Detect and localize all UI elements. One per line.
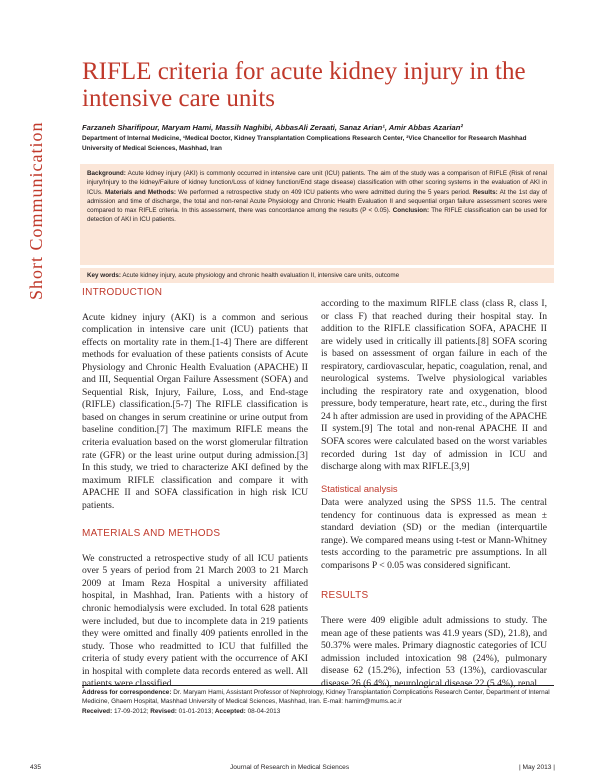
accepted-label: Accepted: — [214, 707, 246, 715]
results-paragraph: There were 409 eligible adult admissions to study. The mean age of these patients was 41.9 years (SD), 21.8), and 50.37% were males. Primary diagnostic categories of ICU admission included intoxication 98 (24%), pulmonary disease 62 (15.2%), infection 53 (13%), cardiovascular disease 26 (6.4%), neurological disease 22 (5.4%), renal — [321, 615, 547, 689]
author-list: Farzaneh Sharifipour, Maryam Hami, Massih Naghibi, AbbasAli Zeraati, Sanaz Arian¹, Amir Abbas Azarian² — [82, 123, 463, 132]
received-label: Received: — [82, 707, 113, 715]
abstract-conclusion-label: Conclusion: — [392, 207, 430, 215]
article-title: RIFLE criteria for acute kidney injury in the intensive care units — [82, 58, 526, 112]
introduction-paragraph: Acute kidney injury (AKI) is a common and serious complication in intensive care unit (ICU) patients that effects on mortality rate in them.[1-4] There are different methods for evaluation of these patients consists of Acute Physiology and Chronic Health Evaluation (APACHE) II and III, Sequential Organ Failure Assessment (SOFA) and Sequential Risk, Injury, Failure, Loss, and End-stage (RIFLE) classification.[5-7] The RIFLE classification is based on changes in serum creatinine or urine output from baseline condition.[7] The maximum RIFLE means the criteria evaluation based on the worst glomerular filtration rate (GFR) or the least urine output during admission.[3] In this study, we tried to characterize AKI defined by the maximum RIFLE classification and compare it with APACHE II and SOFA classification in high risk ICU patients. — [82, 311, 308, 511]
methods-paragraph: We constructed a retrospective study of all ICU patients over 5 years of period from 21 March 2003 to 21 March 2009 at Imam Reza Hospital a university affiliated hospital, in Mashhad, Iran. Patients with a history of chronic hemodialysis were excluded. In total 628 patients were included, but due to incomplete data in 219 patients they were omitted and finally 409 patients enrolled in the study. Those who readmitted to ICU that fulfilled the criteria of study every patient with the occurrence of AKI in hospital with complete data records entered as well. All patients were classified — [82, 552, 308, 690]
abstract-background: Acute kidney injury (AKI) is commonly occurred in intensive care unit (ICU) patients. The aim of the study was a comparison of RIFLE (Risk of renal injury/Injury to the kidney/Failure of kidney function/Loss of kidney function/End stage disease) classification with other scoring systems in the evaluation of AKI in ICUs. — [87, 170, 547, 196]
statistical-analysis-heading: Statistical analysis — [321, 482, 398, 494]
abstract-results: At the 1st day of admission and time of discharge, the total and non-renal Acute Physiology and Chronic Health Evaluation II and sequential organ failure assessment scores were compared to max RIFLE criteria. In this assessment, there was concordance among the results (P < 0.05). — [87, 188, 548, 215]
received-date: 17-09-2012; — [113, 707, 149, 715]
accepted-date: 08-04-2013 — [247, 707, 281, 715]
abstract-conclusion: The RIFLE classification can be used for detection of AKI in ICU patients. — [87, 207, 548, 224]
abstract — [80, 164, 554, 265]
statistical-analysis-paragraph: Data were analyzed using the SPSS 11.5. The central tendency for continuous data is expressed as mean ± standard deviation (SD) or the median (interquartile range). We compared means using t-test or Mann-Whitney tests according to the parametric pre assumptions. In all comparisons P < 0.05 was considered significant. — [321, 497, 547, 571]
methods-continued-paragraph: according to the maximum RIFLE class (class R, class I, or class F) that reached during their hospital stay. In addition to the RIFLE classification SOFA, APACHE II are widely used in critically ill patients.[8] SOFA scoring is based on assessment of organ failure in each of the respiratory, cardiovascular, hepatic, coagulation, renal, and neurological systems. Twelve physiological variables including the respiratory rate and oxygenation, blood pressure, body temperature, heart rate, etc., during the first 24 h after admission are used in providing of the APACHE II system.[9] The total and non-renal APACHE II and SOFA scores were calculated based on the worst variables recorded during 1st day of admission in ICU and discharge along with max RIFLE.[3,9] — [321, 298, 547, 473]
keywords — [80, 268, 554, 283]
right-column — [321, 298, 547, 690]
abstract-methods-label: Materials and Methods: — [104, 188, 176, 196]
page-number: 435 — [30, 764, 42, 771]
methods-heading: MATERIALS AND METHODS — [82, 528, 221, 540]
correspondence-label: Address for correspondence: — [82, 689, 172, 696]
correspondence-footnote — [82, 685, 554, 716]
abstract-methods: We performed a retrospective study on 409 ICU patients who were admitted during the 5 years period. — [178, 188, 471, 196]
introduction-heading: INTRODUCTION — [82, 287, 163, 298]
abstract-background-label: Background: — [87, 170, 126, 177]
abstract-results-label: Results: — [472, 188, 498, 196]
section-label: Short Communication — [26, 121, 46, 300]
keywords-text: Acute kidney injury, acute physiology and chronic health evaluation II, intensive care units, outcome — [122, 272, 400, 279]
revised-label: Revised: — [150, 707, 177, 715]
correspondence-text: Dr. Maryam Hami, Assistant Professor of Nephrology, Kidney Transplantation Complications Research Center, Department of Internal Medicine, Ghaem Hospital, Mashhad University of Medical Sciences, Mashhad, Iran. E-mail: hamim@mums.ac.ir — [82, 689, 550, 706]
author-affiliation: Department of Internal Medicine, ¹Medical Doctor, Kidney Transplantation Complications Research Center, ²Vice Chancellor for Research Mashhad University of Medical Sciences, Mashhad, Iran — [82, 135, 527, 152]
keywords-label: Key words: — [87, 272, 121, 279]
results-heading: RESULTS — [321, 590, 369, 602]
journal-name: Journal of Research in Medical Sciences — [230, 764, 350, 771]
left-column — [82, 287, 308, 691]
issue-date: | May 2013 | — [518, 764, 555, 771]
page-footer — [30, 764, 555, 774]
revised-date: 01-01-2013; — [178, 707, 214, 715]
